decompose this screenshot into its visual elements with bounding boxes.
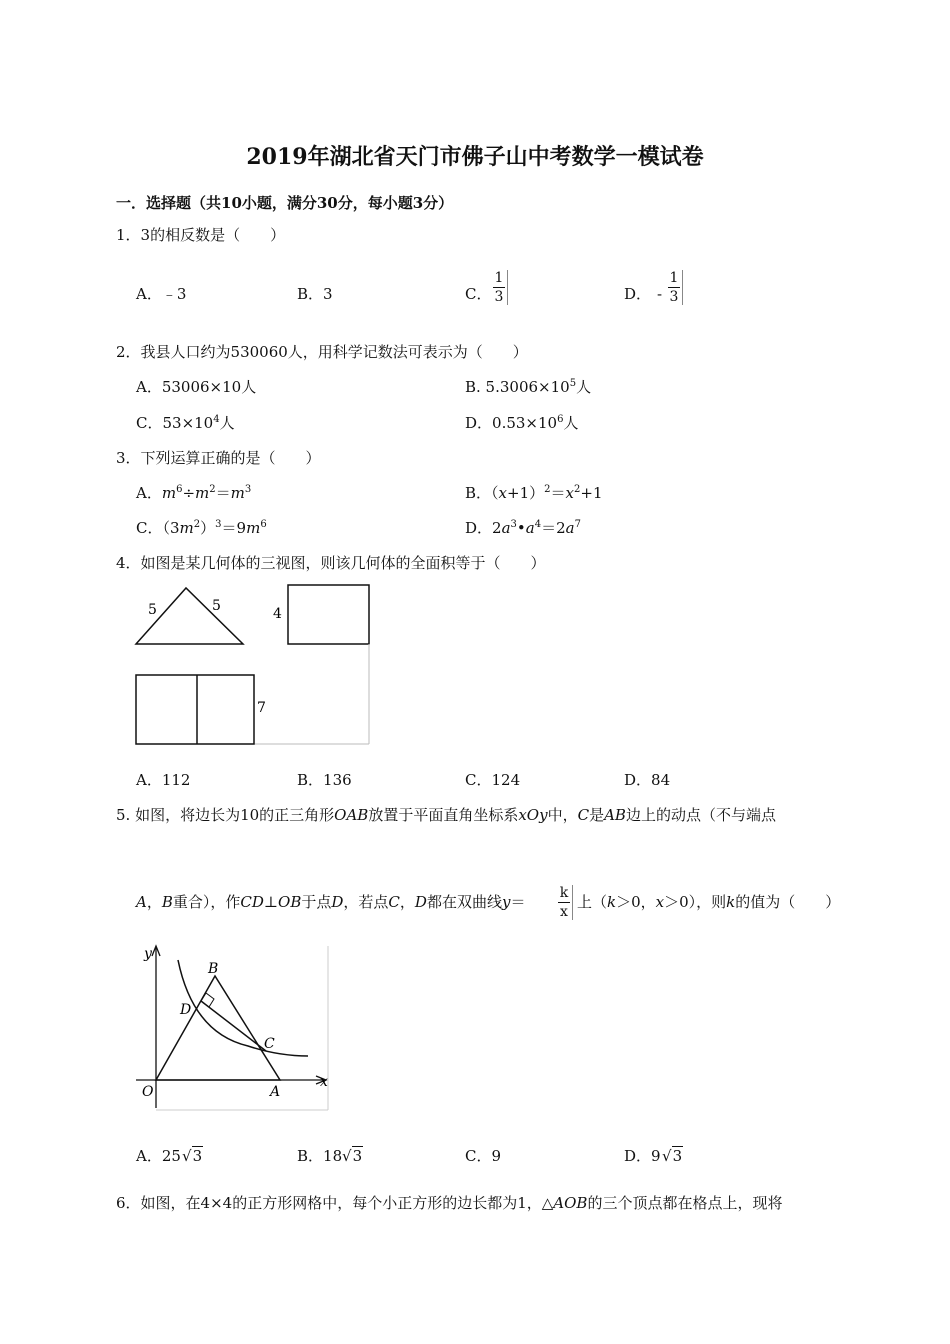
q5-option-b-radical: √3: [342, 1147, 363, 1165]
q2-option-a: A．53006×10人: [136, 378, 257, 396]
q3-option-c: C．$(3m^2)^3=9m^6$: [136, 519, 267, 537]
q4-option-d: D．84: [624, 771, 671, 789]
q1-option-d-fraction: [668, 270, 683, 305]
q5-stem-line2: A，B重合），作CD⊥OB于点D，若点C，D都在双曲线y＝: [136, 893, 526, 911]
fraction-numerator: 1: [494, 270, 504, 286]
point-d-label: D: [180, 1002, 192, 1018]
q5-option-d-radical: √3: [662, 1147, 683, 1165]
q1-option-d-sign: -: [657, 285, 663, 303]
fraction-numerator: k: [559, 885, 569, 901]
q4-option-a: A．112: [136, 771, 191, 789]
depth-label: 7: [257, 700, 266, 716]
three-views-figure: [128, 580, 378, 752]
side-label-left: 5: [148, 602, 157, 618]
q1-option-d: D．: [624, 285, 652, 303]
point-a-label: A: [270, 1084, 281, 1100]
q4-stem: 4．如图是某几何体的三视图，则该几何体的全面积等于（ ）: [116, 554, 546, 572]
q2-option-c: C．$53\times 10^4$人: [136, 414, 235, 432]
q5-stem-line1: 5. 如图，将边长为10的正三角形OAB放置于平面直角坐标系xOy中，C是AB边上的动点（不与端点: [116, 806, 776, 824]
fraction-denominator: 3: [494, 289, 504, 305]
q5-option-a-radical: √3: [182, 1147, 203, 1165]
q5-option-d: D．9: [624, 1147, 661, 1165]
fraction-bar: [493, 287, 505, 288]
top-view-rectangle: [136, 675, 254, 744]
x-axis-label: x: [320, 1074, 328, 1090]
q5-option-b: B．18: [297, 1147, 343, 1165]
fraction-bar: [668, 287, 680, 288]
y-axis-label: y: [144, 946, 152, 962]
triangle-oab: [156, 976, 280, 1080]
q1-option-a: A．﹣3: [136, 285, 187, 303]
point-c-label: C: [264, 1036, 275, 1052]
fraction-denominator: 3: [669, 289, 679, 305]
q1-stem: 1．3的相反数是（ ）: [116, 226, 286, 244]
q4-option-c: C．124: [465, 771, 521, 789]
q1-option-c-fraction: [493, 270, 508, 305]
fraction-numerator: 1: [669, 270, 679, 286]
q3-option-b: B．$(x+1)^2=x^2+1$: [465, 484, 603, 502]
point-o-label: O: [142, 1084, 154, 1100]
point-b-label: B: [208, 961, 219, 977]
section-heading: 一．选择题（共10小题，满分30分，每小题3分）: [116, 194, 454, 212]
q1-option-b: B．3: [297, 285, 333, 303]
q2-stem: 2．我县人口约为530060人，用科学记数法可表示为（ ）: [116, 343, 528, 361]
q2-option-d: D．$0.53\times 10^6$人: [465, 414, 579, 432]
right-angle-mark: [201, 993, 214, 1007]
q3-option-d: D．$2a^3•a^4=2a^7$: [465, 519, 581, 537]
fraction-bar: [558, 902, 570, 903]
side-view-rectangle: [288, 585, 369, 644]
q2-option-b: B. $5.3006\times 10^5$人: [465, 378, 592, 396]
q1-option-c: C．: [465, 285, 492, 303]
q6-stem: 6．如图，在4×4的正方形网格中，每个小正方形的边长都为1，△AOB的三个顶点都在格点上，现将: [116, 1194, 783, 1212]
q3-stem: 3．下列运算正确的是（ ）: [116, 449, 321, 467]
q5-option-c: C．9: [465, 1147, 502, 1165]
q4-option-b: B．136: [297, 771, 352, 789]
coordinate-figure: [128, 938, 338, 1116]
height-label: 4: [273, 606, 282, 622]
q3-option-a: A．$m^6\div m^2=m^3$: [136, 484, 252, 502]
page-title: 2019年湖北省天门市佛子山中考数学一模试卷: [246, 144, 704, 170]
q5-stem-fraction: [558, 885, 573, 920]
q5-option-a: A．25: [136, 1147, 181, 1165]
fraction-denominator: x: [560, 904, 568, 920]
side-label-right: 5: [212, 598, 221, 614]
q5-stem-line2-tail: 上（k＞0，x＞0），则k的值为（ ）: [577, 893, 841, 911]
